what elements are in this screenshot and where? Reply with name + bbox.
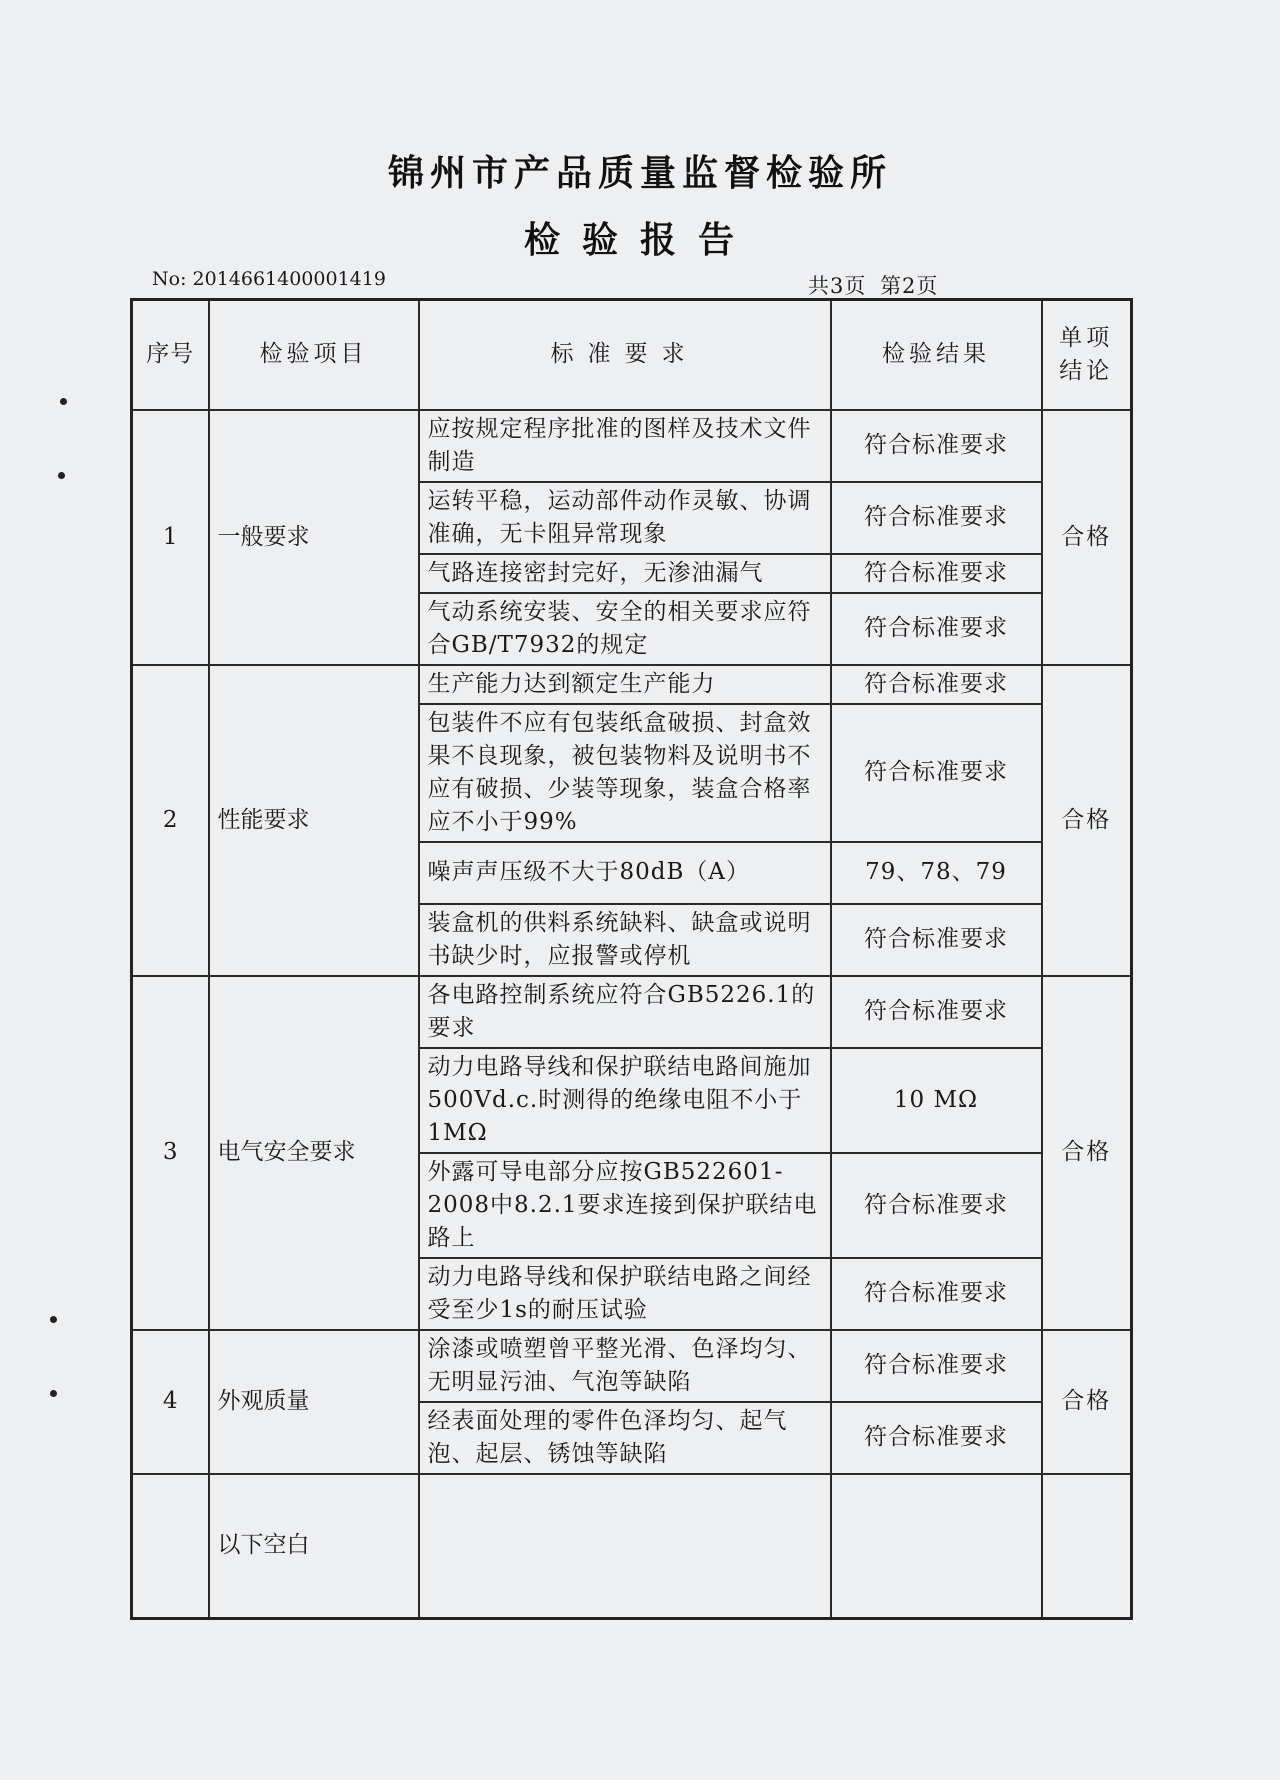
page-current: 第2页	[880, 274, 939, 298]
report-number-label: No:	[152, 268, 187, 290]
group-item: 电气安全要求	[209, 976, 419, 1330]
conclusion-cell: 合格	[1042, 1330, 1132, 1474]
requirement-cell: 涂漆或喷塑曾平整光滑、色泽均匀、无明显污油、气泡等缺陷	[419, 1330, 831, 1402]
header-result: 检验结果	[831, 300, 1042, 410]
group-no: 4	[132, 1330, 209, 1474]
result-cell: 10 MΩ	[831, 1048, 1042, 1153]
result-cell: 符合标准要求	[831, 554, 1042, 593]
binding-hole-mark	[58, 472, 65, 479]
result-cell: 符合标准要求	[831, 1402, 1042, 1474]
blank-row-text: 以下空白	[209, 1474, 419, 1619]
group-no: 2	[132, 665, 209, 976]
table-row	[132, 1330, 1132, 1402]
group-item: 外观质量	[209, 1330, 419, 1474]
result-cell: 符合标准要求	[831, 593, 1042, 665]
blank-row	[132, 1474, 1132, 1619]
requirement-cell: 噪声声压级不大于80dB（A）	[419, 842, 831, 904]
result-cell: 符合标准要求	[831, 482, 1042, 554]
result-cell: 79、78、79	[831, 842, 1042, 904]
requirement-cell: 应按规定程序批准的图样及技术文件制造	[419, 410, 831, 482]
header-requirement: 标准要求	[419, 300, 831, 410]
header-conclusion: 单项结论	[1042, 300, 1132, 410]
requirement-cell: 气路连接密封完好，无渗油漏气	[419, 554, 831, 593]
binding-hole-mark	[60, 398, 67, 405]
inspection-table	[130, 298, 1133, 1620]
group-no: 3	[132, 976, 209, 1330]
conclusion-cell: 合格	[1042, 410, 1132, 665]
table-row	[132, 665, 1132, 704]
table-row	[132, 410, 1132, 482]
header-no: 序号	[132, 300, 209, 410]
requirement-cell: 经表面处理的零件色泽均匀、起气泡、起层、锈蚀等缺陷	[419, 1402, 831, 1474]
blank-cell	[831, 1474, 1042, 1619]
requirement-cell: 生产能力达到额定生产能力	[419, 665, 831, 704]
header-item: 检验项目	[209, 300, 419, 410]
requirement-cell: 动力电路导线和保护联结电路间施加500Vd.c.时测得的绝缘电阻不小于1MΩ	[419, 1048, 831, 1153]
table-row	[132, 976, 1132, 1048]
blank-cell	[1042, 1474, 1132, 1619]
requirement-cell: 包装件不应有包装纸盒破损、封盒效果不良现象，被包装物料及说明书不应有破损、少装等现象，装盒合格率应不小于99%	[419, 704, 831, 842]
report-title: 检验报告	[523, 220, 756, 261]
requirement-cell: 装盒机的供料系统缺料、缺盒或说明书缺少时，应报警或停机	[419, 904, 831, 976]
group-no: 1	[132, 410, 209, 665]
result-cell: 符合标准要求	[831, 1153, 1042, 1258]
requirement-cell: 外露可导电部分应按GB522601-2008中8.2.1要求连接到保护联结电路上	[419, 1153, 831, 1258]
requirement-cell: 动力电路导线和保护联结电路之间经受至少1s的耐压试验	[419, 1258, 831, 1330]
pages-total: 共3页	[808, 274, 867, 298]
report-number-value: 2014661400001419	[192, 268, 386, 290]
report-number	[152, 268, 386, 290]
page-info	[808, 270, 944, 300]
group-item: 一般要求	[209, 410, 419, 665]
result-cell: 符合标准要求	[831, 1258, 1042, 1330]
requirement-cell: 运转平稳，运动部件动作灵敏、协调准确，无卡阻异常现象	[419, 482, 831, 554]
result-cell: 符合标准要求	[831, 665, 1042, 704]
result-cell: 符合标准要求	[831, 904, 1042, 976]
organization-name: 锦州市产品质量监督检验所	[387, 153, 892, 194]
result-cell: 符合标准要求	[831, 704, 1042, 842]
blank-cell	[132, 1474, 209, 1619]
binding-hole-mark	[50, 1316, 57, 1323]
blank-cell	[419, 1474, 831, 1619]
result-cell: 符合标准要求	[831, 1330, 1042, 1402]
binding-hole-mark	[50, 1390, 57, 1397]
requirement-cell: 气动系统安装、安全的相关要求应符合GB/T7932的规定	[419, 593, 831, 665]
requirement-cell: 各电路控制系统应符合GB5226.1的要求	[419, 976, 831, 1048]
conclusion-cell: 合格	[1042, 665, 1132, 976]
group-item: 性能要求	[209, 665, 419, 976]
result-cell: 符合标准要求	[831, 410, 1042, 482]
conclusion-cell: 合格	[1042, 976, 1132, 1330]
result-cell: 符合标准要求	[831, 976, 1042, 1048]
table-header-row	[132, 300, 1132, 410]
